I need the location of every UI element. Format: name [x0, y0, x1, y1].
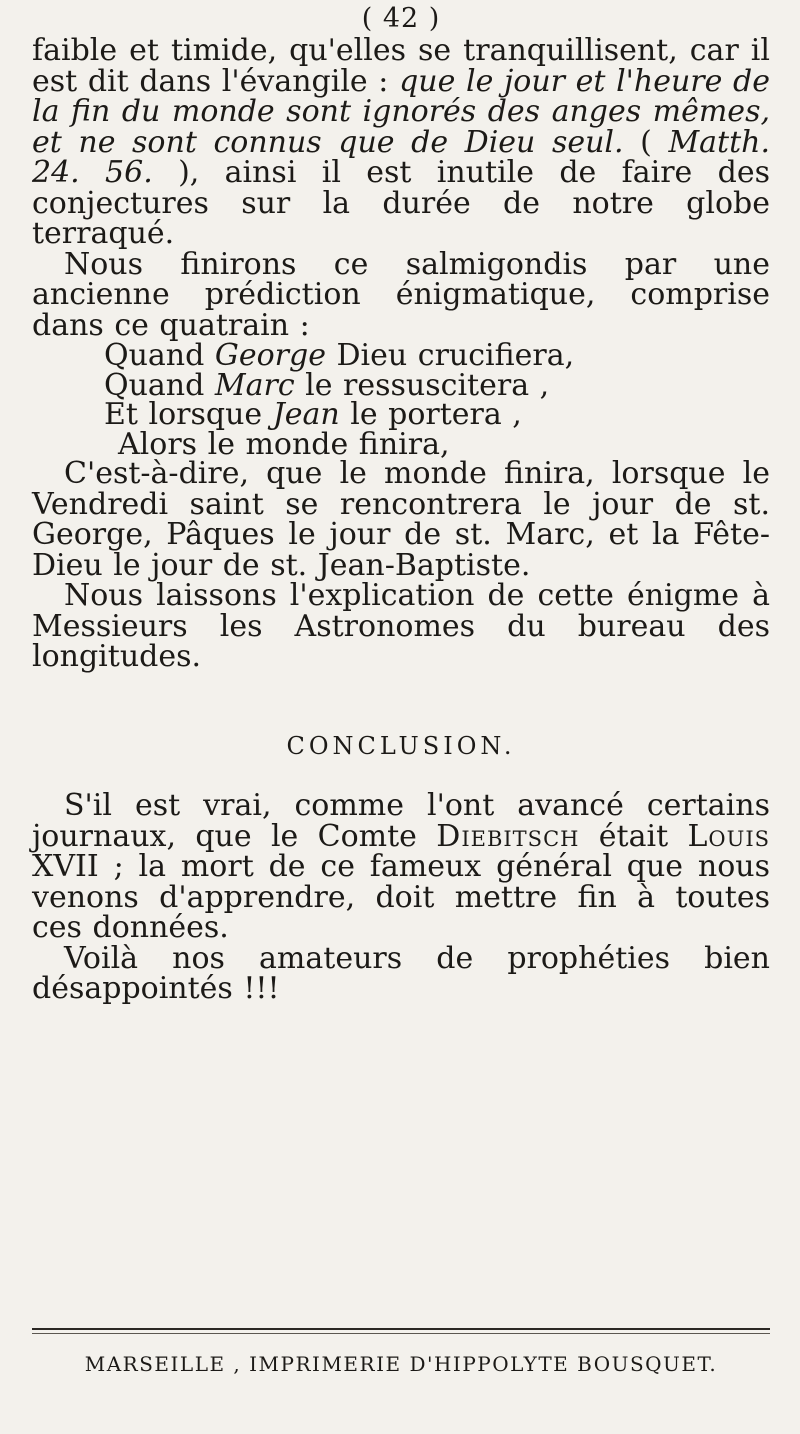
footer-rule-thin	[32, 1333, 770, 1334]
quatrain-line	[104, 397, 770, 432]
quatrain-line	[104, 338, 770, 373]
line-text: Quand	[104, 338, 215, 373]
line-text: le portera ,	[339, 397, 522, 432]
text-run: était	[579, 818, 688, 854]
paragraph-prediction-intro: Nous finirons ce salmigondis par une ancienne prédiction énigmatique, comprise dans ce quatrain :	[32, 246, 770, 343]
saint-name: Marc	[214, 367, 295, 403]
paragraph-conclusion	[32, 788, 771, 945]
paragraph-continuation	[32, 33, 771, 251]
person-name: Diebitsch	[436, 818, 580, 854]
paragraph-astronomers: Nous laissons l'explication de cette énigme à Messieurs les Astronomes du bureau des longitudes.	[32, 578, 770, 674]
book-page	[0, 2, 800, 1434]
quatrain-line	[104, 367, 770, 403]
line-text: Et lorsque	[104, 397, 273, 432]
quatrain-line	[118, 426, 770, 462]
text-run: faible et timide, qu'elles se tranquillisent, car il est dit dans l'évangile :	[32, 33, 770, 99]
saint-name: George	[214, 338, 326, 373]
text-run: ), ainsi il est inutile de faire des conjectures sur la durée de notre globe terraqué.	[32, 155, 770, 251]
text-run: XVII ; la mort de ce fameux général que nous venons d'apprendre, doit mettre fin à toutes ces données.	[32, 849, 770, 945]
footer-rule	[32, 1328, 770, 1330]
paragraph-closing: Voilà nos amateurs de prophéties bien désappointés !!!	[32, 940, 770, 1006]
saint-name: Jean	[272, 397, 340, 432]
text-run: (	[623, 124, 669, 160]
text-run: S'il est vrai, comme l'ont avancé certains journaux, que le Comte	[32, 788, 770, 854]
line-text: Alors le monde finira,	[118, 426, 450, 462]
line-text: le ressuscitera ,	[294, 367, 550, 403]
line-text: Dieu crucifiera,	[325, 338, 575, 373]
section-heading: CONCLUSION.	[286, 731, 516, 760]
line-text: Quand	[104, 367, 215, 403]
paragraph-explanation: C'est-à-dire, que le monde finira, lorsque le Vendredi saint se rencontrera le jour de st. George, Pâques le jour de st. Marc, et la Fête-Dieu le jour de st. Jean-Baptiste.	[32, 456, 770, 583]
scripture-reference: Matth. 24. 56.	[32, 124, 771, 190]
printer-imprint: MARSEILLE , IMPRIMERIE D'HIPPOLYTE BOUSQUET.	[84, 1352, 718, 1376]
body-text	[32, 33, 771, 1006]
person-name: Louis	[687, 818, 771, 854]
page-number: ( 42 )	[361, 3, 441, 34]
gospel-quote: que le jour et l'heure de la fin du monde sont ignorés des anges mêmes, et ne sont connus que de Dieu seul.	[32, 63, 770, 160]
quatrain	[104, 338, 770, 462]
